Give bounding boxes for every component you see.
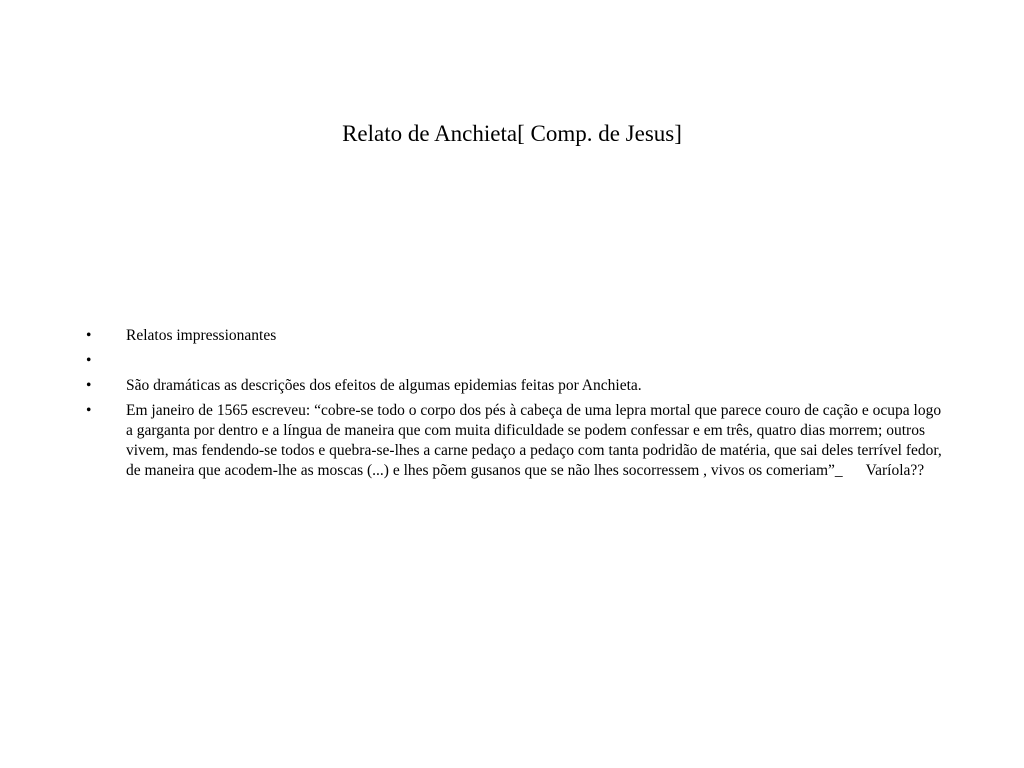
bullet-text: Relatos impressionantes bbox=[126, 327, 277, 344]
bullet-list bbox=[86, 326, 948, 486]
bullet-icon: • bbox=[86, 352, 92, 369]
bullet-item bbox=[86, 401, 948, 481]
bullet-text: Em janeiro de 1565 escreveu: “cobre-se todo o corpo dos pés à cabeça de uma lepra mortal que parece couro de cação e ocupa logo a garganta por dentro e a língua de maneira que com muita dificuldade se podem confessar e em três, quatro dias morrem; outros vivem, mas fendendo-se todos e quebra-se-lhes a carne pedaço a pedaço com tanta podridão de matéria, que sai deles terrível fedor, de maneira que acodem-lhe as moscas (...) e lhes põem gusanos que se não lhes socorressem , vivos os comeriam”_ Varíola?? bbox=[126, 402, 946, 479]
bullet-icon: • bbox=[86, 377, 92, 394]
bullet-item bbox=[86, 351, 948, 371]
slide-title: Relato de Anchieta[ Comp. de Jesus] bbox=[342, 121, 682, 146]
bullet-item bbox=[86, 326, 948, 346]
bullet-text: São dramáticas as descrições dos efeitos de algumas epidemias feitas por Anchieta. bbox=[126, 377, 642, 394]
bullet-icon: • bbox=[86, 327, 92, 344]
bullet-icon: • bbox=[86, 402, 92, 419]
bullet-item bbox=[86, 376, 948, 396]
